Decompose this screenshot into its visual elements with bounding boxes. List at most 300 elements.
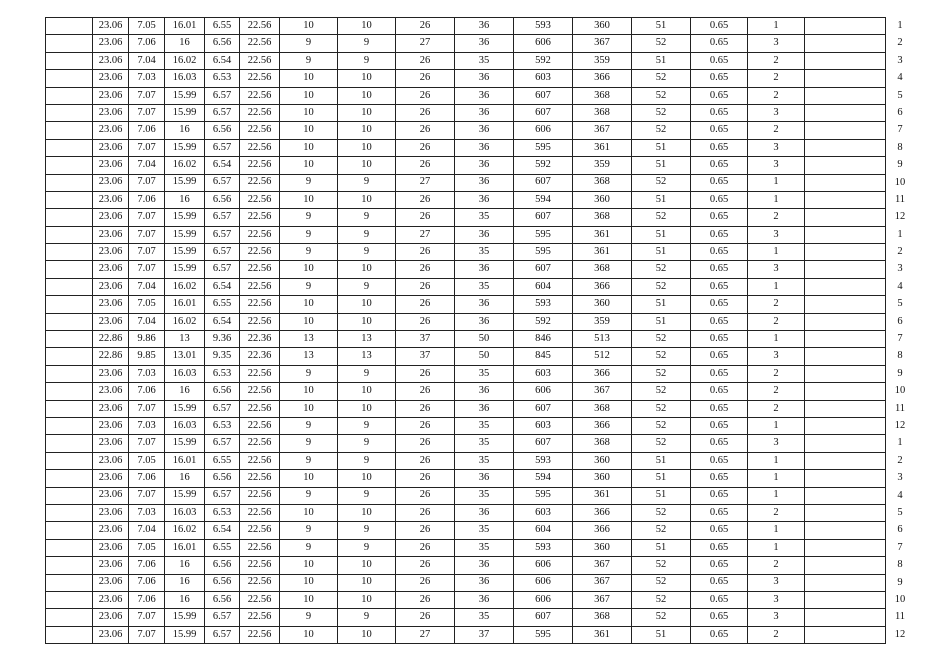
table-cell: 22.56 <box>240 139 280 156</box>
table-cell: 16.01 <box>165 452 205 469</box>
table-cell: 9.86 <box>129 331 165 348</box>
table-cell: 607 <box>514 87 573 104</box>
table-cell: 10 <box>338 313 396 330</box>
table-cell: 595 <box>514 487 573 504</box>
table-row <box>46 557 886 574</box>
month-label: 3 <box>897 263 903 275</box>
table-cell <box>46 470 93 487</box>
table-row <box>46 122 886 139</box>
table-cell <box>805 557 886 574</box>
table-cell: 9 <box>338 539 396 556</box>
table-cell: 10 <box>338 70 396 87</box>
month-label: 6 <box>897 524 903 536</box>
table-cell: 6.57 <box>205 435 240 452</box>
table-cell: 361 <box>573 487 632 504</box>
table-cell: 52 <box>632 522 691 539</box>
month-label: 1 <box>897 20 903 31</box>
table-cell: 0.65 <box>691 18 748 35</box>
table-cell: 366 <box>573 522 632 539</box>
table-cell: 22.56 <box>240 296 280 313</box>
table-cell: 10 <box>280 122 338 139</box>
table-cell: 0.65 <box>691 278 748 295</box>
table-cell: 7.05 <box>129 452 165 469</box>
table-cell: 52 <box>632 417 691 434</box>
table-cell: 6.53 <box>205 365 240 382</box>
table-cell: 22.56 <box>240 487 280 504</box>
table-cell: 512 <box>573 348 632 365</box>
table-cell: 361 <box>573 626 632 643</box>
table-cell: 16.02 <box>165 278 205 295</box>
table-cell: 0.65 <box>691 226 748 243</box>
table-cell: 10 <box>338 122 396 139</box>
table-cell: 22.56 <box>240 104 280 121</box>
month-label: 9 <box>897 576 903 588</box>
month-label: 11 <box>894 402 906 414</box>
table-cell: 2 <box>748 400 805 417</box>
table-cell: 0.65 <box>691 139 748 156</box>
table-cell: 593 <box>514 539 573 556</box>
table-cell: 1 <box>748 417 805 434</box>
table-cell: 36 <box>455 504 514 521</box>
data-table <box>45 17 886 644</box>
table-cell: 368 <box>573 435 632 452</box>
table-cell: 2 <box>748 504 805 521</box>
table-cell: 7.06 <box>129 122 165 139</box>
table-cell: 7.06 <box>129 591 165 608</box>
table-cell: 6.56 <box>205 383 240 400</box>
table-cell <box>46 417 93 434</box>
table-cell: 26 <box>396 313 455 330</box>
table-cell: 2 <box>748 52 805 69</box>
table-cell: 51 <box>632 296 691 313</box>
table-cell: 23.06 <box>93 18 129 35</box>
table-cell: 10 <box>280 191 338 208</box>
table-cell: 595 <box>514 626 573 643</box>
table-cell: 23.06 <box>93 383 129 400</box>
table-cell: 7.05 <box>129 296 165 313</box>
table-cell <box>46 244 93 261</box>
table-cell: 26 <box>396 296 455 313</box>
table-cell: 23.06 <box>93 487 129 504</box>
table-cell: 37 <box>455 626 514 643</box>
month-label: 11 <box>894 193 906 205</box>
table-cell: 10 <box>280 70 338 87</box>
table-cell: 9 <box>280 539 338 556</box>
table-cell: 23.06 <box>93 417 129 434</box>
table-row <box>46 331 886 348</box>
table-cell: 52 <box>632 435 691 452</box>
table-cell: 0.65 <box>691 557 748 574</box>
table-cell: 22.56 <box>240 209 280 226</box>
table-cell: 13 <box>280 331 338 348</box>
table-cell: 6.56 <box>205 122 240 139</box>
table-cell: 22.56 <box>240 626 280 643</box>
table-row <box>46 70 886 87</box>
table-cell: 366 <box>573 278 632 295</box>
table-cell: 9 <box>338 226 396 243</box>
table-cell: 35 <box>455 244 514 261</box>
table-cell: 359 <box>573 157 632 174</box>
table-cell <box>805 226 886 243</box>
table-cell: 36 <box>455 591 514 608</box>
table-cell: 10 <box>280 626 338 643</box>
table-cell: 6.57 <box>205 487 240 504</box>
table-cell: 52 <box>632 574 691 591</box>
table-cell: 16.03 <box>165 365 205 382</box>
table-cell: 36 <box>455 191 514 208</box>
table-cell: 2 <box>748 87 805 104</box>
table-cell: 26 <box>396 452 455 469</box>
table-cell: 10 <box>338 383 396 400</box>
table-cell: 6.57 <box>205 226 240 243</box>
table-cell: 52 <box>632 104 691 121</box>
table-cell <box>805 365 886 382</box>
table-cell: 9 <box>338 52 396 69</box>
month-label: 8 <box>897 141 903 153</box>
table-cell: 26 <box>396 435 455 452</box>
table-cell: 368 <box>573 609 632 626</box>
table-cell: 23.06 <box>93 522 129 539</box>
table-cell: 51 <box>632 626 691 643</box>
table-cell: 22.36 <box>240 331 280 348</box>
table-row <box>46 470 886 487</box>
table-cell: 16.02 <box>165 157 205 174</box>
table-cell: 7.06 <box>129 557 165 574</box>
table-cell: 51 <box>632 487 691 504</box>
table-cell: 51 <box>632 52 691 69</box>
table-cell: 16 <box>165 35 205 52</box>
table-cell: 595 <box>514 226 573 243</box>
table-cell: 3 <box>748 35 805 52</box>
table-cell: 367 <box>573 574 632 591</box>
table-cell: 26 <box>396 591 455 608</box>
month-label: 11 <box>894 611 906 623</box>
table-cell <box>46 296 93 313</box>
table-cell: 9 <box>280 609 338 626</box>
table-cell <box>805 157 886 174</box>
table-row <box>46 539 886 556</box>
month-label: 5 <box>897 89 903 101</box>
table-cell: 23.06 <box>93 35 129 52</box>
table-cell: 0.65 <box>691 383 748 400</box>
table-cell: 52 <box>632 504 691 521</box>
table-cell: 9 <box>280 174 338 191</box>
table-cell: 0.65 <box>691 539 748 556</box>
table-row <box>46 609 886 626</box>
table-cell: 35 <box>455 487 514 504</box>
table-cell: 23.06 <box>93 591 129 608</box>
table-cell: 0.65 <box>691 122 748 139</box>
table-cell <box>46 209 93 226</box>
table-cell: 52 <box>632 122 691 139</box>
table-cell: 1 <box>748 191 805 208</box>
table-cell: 6.57 <box>205 609 240 626</box>
month-label: 7 <box>897 541 903 553</box>
table-cell: 6.54 <box>205 157 240 174</box>
table-cell <box>805 104 886 121</box>
table-cell: 3 <box>748 348 805 365</box>
table-cell: 7.04 <box>129 522 165 539</box>
table-cell <box>805 591 886 608</box>
table-cell: 26 <box>396 609 455 626</box>
table-cell <box>805 417 886 434</box>
table-cell: 0.65 <box>691 174 748 191</box>
table-cell: 6.56 <box>205 35 240 52</box>
table-cell: 23.06 <box>93 52 129 69</box>
table-cell <box>46 52 93 69</box>
table-cell: 22.56 <box>240 174 280 191</box>
table-cell: 10 <box>280 18 338 35</box>
table-cell: 606 <box>514 574 573 591</box>
table-cell: 3 <box>748 435 805 452</box>
table-cell: 23.06 <box>93 365 129 382</box>
table-cell: 36 <box>455 104 514 121</box>
table-cell: 36 <box>455 470 514 487</box>
table-cell <box>46 365 93 382</box>
table-cell: 26 <box>396 487 455 504</box>
month-label: 9 <box>897 159 903 171</box>
table-row <box>46 435 886 452</box>
table-cell: 10 <box>280 383 338 400</box>
table-row <box>46 348 886 365</box>
table-cell: 35 <box>455 365 514 382</box>
table-cell: 368 <box>573 209 632 226</box>
table-cell: 2 <box>748 209 805 226</box>
table-cell: 6.54 <box>205 313 240 330</box>
table-row <box>46 139 886 156</box>
table-cell: 22.56 <box>240 417 280 434</box>
table-cell: 23.06 <box>93 539 129 556</box>
table-cell: 26 <box>396 52 455 69</box>
table-cell: 22.56 <box>240 522 280 539</box>
table-cell: 360 <box>573 296 632 313</box>
table-cell: 7.06 <box>129 35 165 52</box>
month-label: 10 <box>894 593 906 605</box>
table-cell <box>805 191 886 208</box>
table-cell: 26 <box>396 18 455 35</box>
table-cell: 16.03 <box>165 504 205 521</box>
table-row <box>46 365 886 382</box>
table-cell: 26 <box>396 87 455 104</box>
table-cell: 10 <box>338 557 396 574</box>
table-cell: 26 <box>396 209 455 226</box>
table-cell: 16 <box>165 191 205 208</box>
table-cell: 0.65 <box>691 400 748 417</box>
table-cell: 36 <box>455 122 514 139</box>
table-cell <box>46 18 93 35</box>
table-cell: 3 <box>748 226 805 243</box>
month-label: 5 <box>897 298 903 310</box>
table-cell: 22.56 <box>240 591 280 608</box>
table-row <box>46 157 886 174</box>
table-cell: 26 <box>396 557 455 574</box>
table-cell <box>805 435 886 452</box>
table-cell: 366 <box>573 365 632 382</box>
table-cell: 52 <box>632 591 691 608</box>
table-cell: 22.56 <box>240 383 280 400</box>
table-cell: 26 <box>396 574 455 591</box>
table-cell: 6.57 <box>205 174 240 191</box>
table-cell: 1 <box>748 278 805 295</box>
table-cell: 7.07 <box>129 87 165 104</box>
table-cell: 23.06 <box>93 609 129 626</box>
table-cell: 27 <box>396 174 455 191</box>
table-cell <box>46 157 93 174</box>
table-cell: 22.36 <box>240 348 280 365</box>
table-cell: 607 <box>514 209 573 226</box>
table-cell <box>805 522 886 539</box>
table-cell <box>805 209 886 226</box>
table-cell: 3 <box>748 609 805 626</box>
table-cell: 607 <box>514 174 573 191</box>
table-cell: 367 <box>573 122 632 139</box>
table-cell: 35 <box>455 609 514 626</box>
table-cell: 2 <box>748 383 805 400</box>
table-cell: 23.06 <box>93 139 129 156</box>
table-cell <box>46 609 93 626</box>
table-cell: 36 <box>455 261 514 278</box>
table-cell: 360 <box>573 452 632 469</box>
table-cell <box>46 522 93 539</box>
table-cell: 16.02 <box>165 522 205 539</box>
table-cell: 9 <box>280 35 338 52</box>
table-cell: 10 <box>338 591 396 608</box>
table-row <box>46 209 886 226</box>
table-cell: 6.56 <box>205 591 240 608</box>
table-cell: 2 <box>748 70 805 87</box>
table-cell: 22.56 <box>240 244 280 261</box>
table-cell: 367 <box>573 591 632 608</box>
table-cell: 6.54 <box>205 278 240 295</box>
table-cell <box>46 626 93 643</box>
table-cell: 36 <box>455 70 514 87</box>
table-row <box>46 504 886 521</box>
table-cell: 23.06 <box>93 452 129 469</box>
table-cell: 26 <box>396 365 455 382</box>
table-cell <box>805 139 886 156</box>
table-cell: 0.65 <box>691 87 748 104</box>
table-cell: 6.55 <box>205 539 240 556</box>
table-cell: 0.65 <box>691 522 748 539</box>
table-cell: 36 <box>455 35 514 52</box>
table-cell: 10 <box>338 504 396 521</box>
table-cell: 7.04 <box>129 157 165 174</box>
table-cell: 603 <box>514 417 573 434</box>
table-cell <box>46 87 93 104</box>
table-cell: 36 <box>455 157 514 174</box>
table-cell: 9 <box>280 52 338 69</box>
table-cell: 9.85 <box>129 348 165 365</box>
table-cell: 51 <box>632 18 691 35</box>
table-cell: 6.53 <box>205 504 240 521</box>
table-cell: 7.07 <box>129 609 165 626</box>
table-cell: 36 <box>455 87 514 104</box>
table-cell: 10 <box>338 574 396 591</box>
table-cell: 7.07 <box>129 487 165 504</box>
table-cell: 15.99 <box>165 435 205 452</box>
table-cell: 6.57 <box>205 261 240 278</box>
table-cell: 604 <box>514 278 573 295</box>
table-cell: 23.06 <box>93 557 129 574</box>
table-cell: 368 <box>573 174 632 191</box>
table-cell: 9 <box>338 244 396 261</box>
table-cell <box>805 539 886 556</box>
table-cell: 606 <box>514 383 573 400</box>
table-cell: 36 <box>455 557 514 574</box>
table-cell: 367 <box>573 35 632 52</box>
table-cell: 37 <box>396 331 455 348</box>
table-cell: 52 <box>632 383 691 400</box>
table-cell: 50 <box>455 331 514 348</box>
table-cell <box>46 383 93 400</box>
month-label: 5 <box>897 506 903 518</box>
table-cell: 36 <box>455 18 514 35</box>
table-cell: 35 <box>455 522 514 539</box>
table-cell: 35 <box>455 52 514 69</box>
table-cell <box>46 435 93 452</box>
table-cell: 6.57 <box>205 400 240 417</box>
table-cell <box>805 87 886 104</box>
table-cell: 9 <box>280 487 338 504</box>
table-cell: 13.01 <box>165 348 205 365</box>
table-cell: 604 <box>514 522 573 539</box>
table-cell: 10 <box>280 104 338 121</box>
table-cell: 606 <box>514 35 573 52</box>
table-cell: 0.65 <box>691 574 748 591</box>
table-cell: 51 <box>632 139 691 156</box>
table-cell: 22.56 <box>240 35 280 52</box>
table-cell: 360 <box>573 191 632 208</box>
table-cell: 16 <box>165 470 205 487</box>
table-cell: 10 <box>280 591 338 608</box>
table-cell: 52 <box>632 87 691 104</box>
table-cell: 360 <box>573 470 632 487</box>
table-row <box>46 487 886 504</box>
table-cell: 22.56 <box>240 400 280 417</box>
table-cell: 23.06 <box>93 278 129 295</box>
table-cell: 9 <box>338 609 396 626</box>
table-cell: 6.53 <box>205 417 240 434</box>
table-row <box>46 522 886 539</box>
table-cell <box>805 487 886 504</box>
table-cell: 22.56 <box>240 122 280 139</box>
table-cell: 23.06 <box>93 574 129 591</box>
table-cell: 2 <box>748 557 805 574</box>
table-cell <box>805 331 886 348</box>
table-cell: 0.65 <box>691 470 748 487</box>
table-cell: 360 <box>573 18 632 35</box>
table-row <box>46 383 886 400</box>
table-cell: 7.04 <box>129 313 165 330</box>
table-cell: 35 <box>455 209 514 226</box>
table-cell: 7.07 <box>129 626 165 643</box>
table-cell: 51 <box>632 157 691 174</box>
table-cell: 3 <box>748 261 805 278</box>
table-cell: 10 <box>338 400 396 417</box>
table-cell: 595 <box>514 139 573 156</box>
month-label: 2 <box>897 246 903 258</box>
table-cell: 0.65 <box>691 591 748 608</box>
table-cell: 367 <box>573 383 632 400</box>
table-cell: 9 <box>280 522 338 539</box>
table-cell: 6.57 <box>205 244 240 261</box>
month-label: 8 <box>897 350 903 362</box>
table-cell: 13 <box>338 348 396 365</box>
table-cell: 23.06 <box>93 70 129 87</box>
table-cell: 0.65 <box>691 417 748 434</box>
table-cell: 26 <box>396 191 455 208</box>
table-cell: 513 <box>573 331 632 348</box>
